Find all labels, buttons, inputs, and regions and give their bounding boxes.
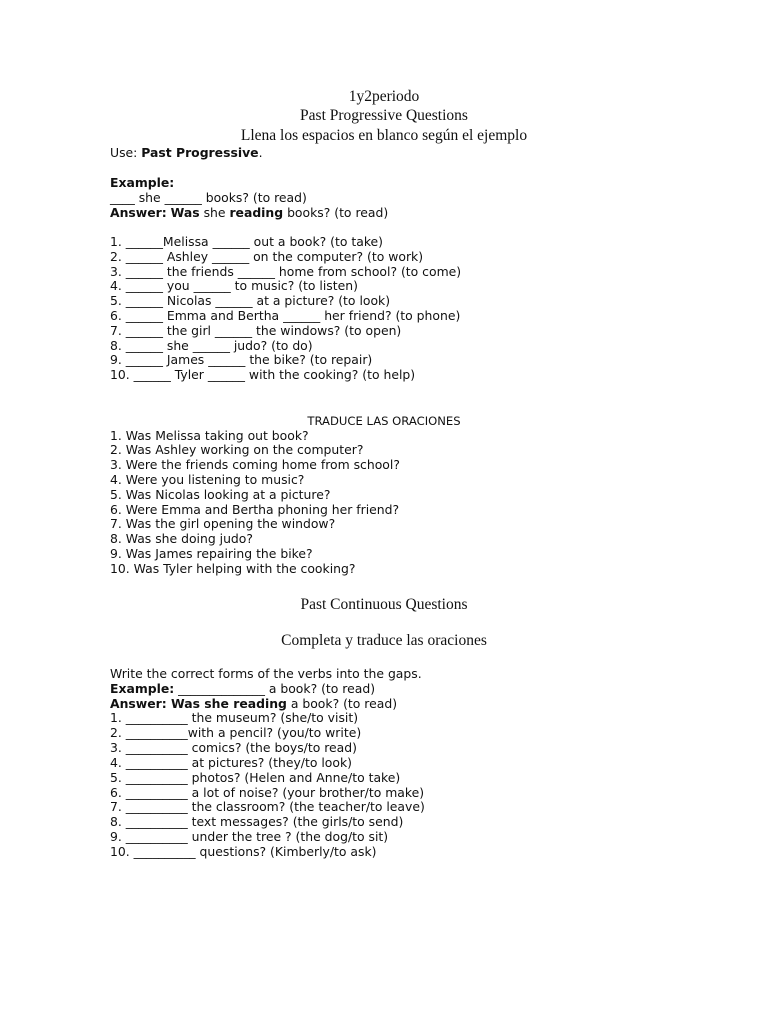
gap-item: 1. __________ the museum? (she/to visit)	[110, 710, 359, 725]
exercise-item: 7. ______ the girl ______ the windows? (to open)	[110, 323, 402, 338]
translation-item: 8. Was she doing judo?	[110, 531, 253, 546]
example-blank-2: ______________ a book? (to read)	[174, 681, 376, 696]
answer-bold-2: Answer: Was she reading	[110, 696, 287, 711]
translation-item: 3. Were the friends coming home from school?	[110, 457, 400, 472]
translation-item: 10. Was Tyler helping with the cooking?	[110, 561, 356, 576]
gap-item: 5. __________ photos? (Helen and Anne/to take)	[110, 770, 401, 785]
exercise-item: 1. ______Melissa ______ out a book? (to take)	[110, 234, 384, 249]
gap-item: 6. __________ a lot of noise? (your brother/to make)	[110, 785, 425, 800]
translation-item: 7. Was the girl opening the window?	[110, 516, 336, 531]
gap-item: 2. __________with a pencil? (you/to write)	[110, 725, 362, 740]
example-line: ____ she ______ books? (to read)	[110, 190, 307, 205]
example-label	[110, 176, 174, 191]
exercise-item: 3. ______ the friends ______ home from school? (to come)	[110, 264, 462, 279]
gap-item: 3. __________ comics? (the boys/to read)	[110, 740, 357, 755]
gap-item: 8. __________ text messages? (the girls/to send)	[110, 814, 404, 829]
exercise-item: 9. ______ James ______ the bike? (to repair)	[110, 352, 373, 367]
example-label-text: Example:	[110, 175, 175, 190]
section-title-past-continuous: Past Continuous Questions	[300, 596, 468, 613]
translation-item: 6. Were Emma and Bertha phoning her friend?	[110, 502, 400, 517]
translation-item: 5. Was Nicolas looking at a picture?	[110, 487, 331, 502]
translation-item: 4. Were you listening to music?	[110, 472, 305, 487]
gap-item: 9. __________ under the tree ? (the dog/to sit)	[110, 829, 389, 844]
gap-item: 10. __________ questions? (Kimberly/to ask)	[110, 844, 377, 859]
answer-label: Answer:	[110, 205, 167, 220]
translation-item: 9. Was James repairing the bike?	[110, 546, 313, 561]
answer-was: Was	[170, 205, 200, 220]
answer-rest-2: a book? (to read)	[286, 696, 398, 711]
example-label-2: Example:	[110, 681, 175, 696]
answer-line	[110, 206, 388, 221]
exercise-item: 6. ______ Emma and Bertha ______ her friend? (to phone)	[110, 308, 461, 323]
exercise-item: 5. ______ Nicolas ______ at a picture? (to look)	[110, 293, 391, 308]
use-tense: Past Progressive	[141, 145, 259, 160]
answer-rest: books? (to read)	[283, 205, 389, 220]
answer-reading: reading	[229, 205, 284, 220]
use-line	[110, 146, 263, 161]
gap-item: 4. __________ at pictures? (they/to look)	[110, 755, 352, 770]
example-line-2	[110, 682, 375, 697]
document-title: 1y2periodo	[348, 88, 420, 105]
exercise-item: 4. ______ you ______ to music? (to listen)	[110, 278, 358, 293]
gap-item: 7. __________ the classroom? (the teacher/to leave)	[110, 799, 425, 814]
translation-item: 2. Was Ashley working on the computer?	[110, 442, 364, 457]
instruction-line: Write the correct forms of the verbs into the gaps.	[110, 666, 422, 681]
translate-heading: TRADUCE LAS ORACIONES	[307, 414, 461, 428]
translation-item: 1. Was Melissa taking out book?	[110, 428, 309, 443]
use-suffix: .	[258, 145, 263, 160]
exercise-item: 8. ______ she ______ judo? (to do)	[110, 338, 313, 353]
answer-mid: she	[199, 205, 230, 220]
section-instruction-title-2: Completa y traduce las oraciones	[281, 632, 487, 649]
section-instruction-title: Llena los espacios en blanco según el ejemplo	[240, 127, 528, 144]
exercise-item: 2. ______ Ashley ______ on the computer? (to work)	[110, 249, 424, 264]
exercise-item: 10. ______ Tyler ______ with the cooking? (to help)	[110, 367, 416, 382]
use-prefix: Use:	[110, 145, 142, 160]
section-title-past-progressive: Past Progressive Questions	[300, 107, 468, 124]
